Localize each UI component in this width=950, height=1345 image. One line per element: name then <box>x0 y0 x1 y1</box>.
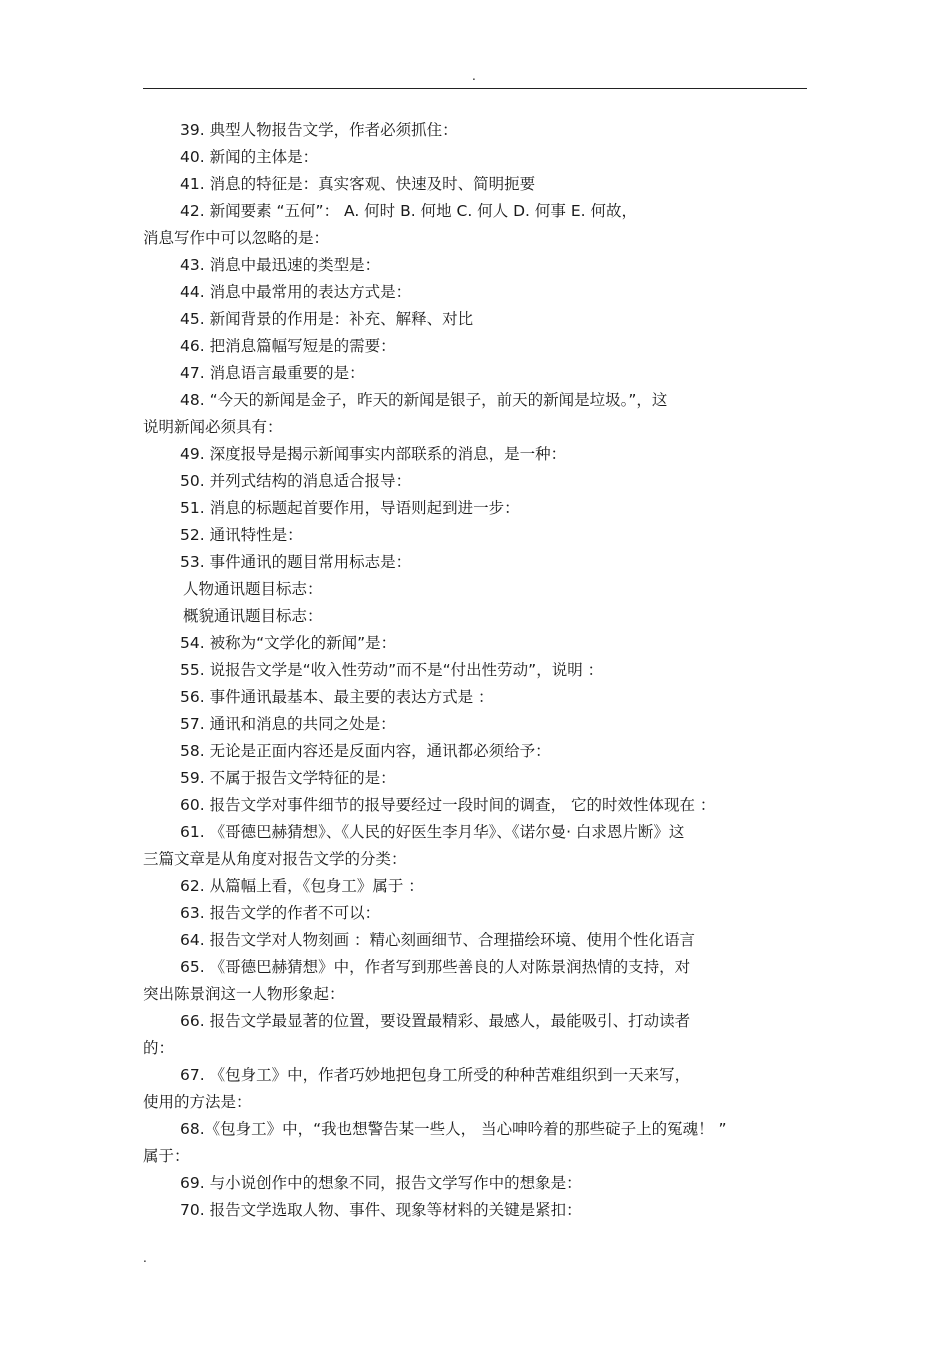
text-line: 66. 报告文学最显著的位置，要设置最精彩、最感人，最能吸引、打动读者 <box>180 1012 691 1030</box>
text-line: 40. 新闻的主体是： <box>180 148 319 166</box>
text-line: 65. 《哥德巴赫猜想》中，作者写到那些善良的人对陈景润热情的支持，对 <box>180 958 691 976</box>
text-line: 67. 《包身工》中，作者巧妙地把包身工所受的种种苦难组织到一天来写， <box>180 1066 691 1084</box>
question-list <box>143 117 807 1224</box>
text-line: 45. 新闻背景的作用是：补充、解释、对比 <box>180 310 474 328</box>
text-line: 51. 消息的标题起首要作用，导语则起到进一步： <box>180 499 520 517</box>
text-line: 41. 消息的特征是：真实客观、快速及时、简明扼要 <box>180 175 536 193</box>
text-line: 57. 通讯和消息的共同之处是： <box>180 715 396 733</box>
text-line: 43. 消息中最迅速的类型是： <box>180 256 381 274</box>
text-line: 44. 消息中最常用的表达方式是： <box>180 283 412 301</box>
text-line: 三篇文章是从角度对报告文学的分类： <box>143 850 407 868</box>
text-line: 说明新闻必须具有： <box>143 418 283 436</box>
text-line: 58. 无论是正面内容还是反面内容，通讯都必须给予： <box>180 742 551 760</box>
text-line: 属于： <box>143 1147 190 1165</box>
text-line: 49. 深度报导是揭示新闻事实内部联系的消息，是一种： <box>180 445 567 463</box>
text-line: 61. 《哥德巴赫猜想》、《人民的好医生李月华》、《诺尔曼· 白求恩片断》这 <box>180 823 685 841</box>
header-mark: . <box>472 69 476 83</box>
text-line: 39. 典型人物报告文学，作者必须抓住： <box>180 121 458 139</box>
text-line: 64. 报告文学对人物刻画 ：精心刻画细节、合理描绘环境、使用个性化语言 <box>180 931 696 949</box>
text-line: 48. “今天的新闻是金子，昨天的新闻是银子，前天的新闻是垃圾。”，这 <box>180 391 668 409</box>
text-line: 63. 报告文学的作者不可以： <box>180 904 381 922</box>
text-line: 人物通讯题目标志： <box>183 580 323 598</box>
text-line: 53. 事件通讯的题目常用标志是： <box>180 553 412 571</box>
text-line: 概貌通讯题目标志： <box>183 607 323 625</box>
text-line: 的： <box>143 1039 175 1057</box>
footer-mark: . <box>143 1251 147 1265</box>
header-rule <box>143 88 807 89</box>
text-line: 消息写作中可以忽略的是： <box>143 229 330 247</box>
text-line: 60. 报告文学对事件细节的报导要经过一段时间的调查， 它的时效性体现在 ： <box>180 796 716 814</box>
text-line: 55. 说报告文学是“收入性劳动”而不是“付出性劳动”，说明 ： <box>180 661 604 679</box>
text-line: 42. 新闻要素 “五何”： A. 何时 B. 何地 C. 何人 D. 何事 E. 何故， <box>180 202 637 220</box>
text-line: 70. 报告文学选取人物、事件、现象等材料的关键是紧扣： <box>180 1201 582 1219</box>
text-line: 59. 不属于报告文学特征的是： <box>180 769 396 787</box>
text-line: 突出陈景润这一人物形象起： <box>143 985 345 1003</box>
text-line: 47. 消息语言最重要的是： <box>180 364 365 382</box>
text-line: 62. 从篇幅上看，《包身工》属于 ： <box>180 877 424 895</box>
text-line: 使用的方法是： <box>143 1093 252 1111</box>
text-line: 50. 并列式结构的消息适合报导： <box>180 472 412 490</box>
text-line: 68.《包身工》中，“我也想警告某一些人， 当心呻吟着的那些碇子上的冤魂！ ” <box>180 1120 727 1138</box>
text-line: 56. 事件通讯最基本、最主要的表达方式是 ： <box>180 688 494 706</box>
text-line: 69. 与小说创作中的想象不同，报告文学写作中的想象是： <box>180 1174 582 1192</box>
text-line: 46. 把消息篇幅写短是的需要： <box>180 337 396 355</box>
text-line: 52. 通讯特性是： <box>180 526 303 544</box>
text-line: 54. 被称为“文学化的新闻”是： <box>180 634 397 652</box>
